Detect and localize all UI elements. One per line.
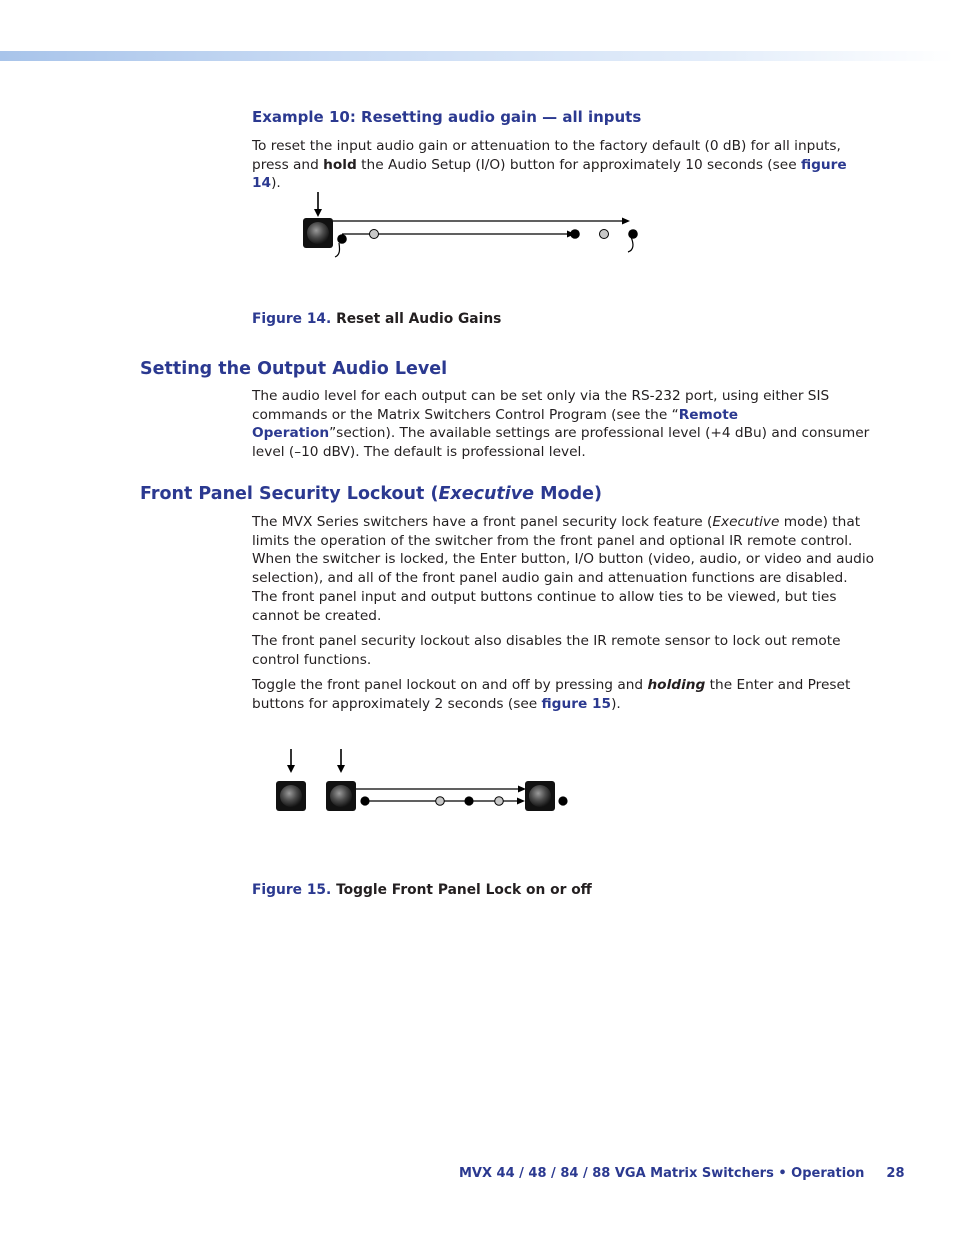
page-number: 28 <box>886 1166 905 1181</box>
emphasis-holding: holding <box>647 677 706 693</box>
emphasis-executive: Executive <box>712 514 780 530</box>
figure-15-diagram <box>268 745 578 815</box>
led-on-icon <box>628 229 638 239</box>
led-off-icon <box>370 230 379 239</box>
lockout-heading: Front Panel Security Lockout (Executive Mode) <box>140 484 602 504</box>
press-arrow-icon <box>287 749 295 773</box>
page-footer <box>459 1166 905 1181</box>
press-arrow-icon <box>337 749 345 773</box>
enter-button <box>276 781 306 811</box>
preset-button <box>326 781 356 811</box>
led-off-icon <box>495 797 504 806</box>
header-band <box>0 51 954 61</box>
led-on-icon <box>464 796 473 805</box>
hold-timeline-arrow-icon <box>333 218 630 225</box>
lockout-paragraph-1: The MVX Series switchers have a front panel security lock feature (Executive mode) that limits the operation of the switcher from the front panel and optional IR remote control. When the switcher is locked, the Enter button, I/O button (video, audio, or video and audio selection), and all of the front panel audio gain and attenuation functions are disabled. The front panel input and output buttons continue to allow ties to be viewed, but ties cannot be created. <box>252 514 874 624</box>
led-off-icon <box>600 230 609 239</box>
hold-timeline-arrow-icon <box>356 786 526 793</box>
led-lead-icon <box>628 237 633 252</box>
remote-operation-link[interactable]: Remote Operation <box>252 406 739 442</box>
example-paragraph: To reset the input audio gain or attenuation to the factory default (0 dB) for all inputs, press and hold the Audio Setup (I/O) button for approximately 10 seconds (see figure 14). <box>252 138 847 192</box>
lockout-paragraph-3: Toggle the front panel lockout on and off by pressing and holding the Enter and Preset buttons for approximately 2 seconds (see figure 15). <box>252 677 851 712</box>
led-on-icon <box>360 796 369 805</box>
lockout-paragraph-2: The front panel security lockout also disables the IR remote sensor to lock out remote control functions. <box>252 633 841 668</box>
audio-setup-button <box>303 218 333 248</box>
figure-15-link[interactable]: figure 15 <box>541 695 612 712</box>
led-lead-icon <box>335 243 340 257</box>
press-arrow-icon <box>314 192 322 217</box>
output-level-paragraph: The audio level for each output can be set only via the RS-232 port, using either SIS commands or the Matrix Switchers Control Program (see the “Remote Operation”section). The available settings are professional level (+4 dBu) and consumer level (–10 dBV). The default is professional level. <box>252 388 870 461</box>
emphasis-hold: hold <box>323 156 357 173</box>
led-off-icon <box>436 797 445 806</box>
figure-14-caption: Figure 14. Reset all Audio Gains <box>252 311 502 327</box>
figure-15-caption: Figure 15. Toggle Front Panel Lock on or off <box>252 882 592 898</box>
footer-title: MVX 44 / 48 / 84 / 88 VGA Matrix Switchers • Operation <box>459 1166 865 1181</box>
example-heading: Example 10: Resetting audio gain — all inputs <box>252 108 642 126</box>
led-on-icon <box>337 234 347 244</box>
led-on-icon <box>570 229 580 239</box>
result-button-icon <box>525 781 555 811</box>
output-level-heading: Setting the Output Audio Level <box>140 359 448 379</box>
led-on-icon <box>558 796 567 805</box>
figure-14-link[interactable]: figure 14 <box>252 156 847 192</box>
figure-14-diagram <box>290 188 650 268</box>
